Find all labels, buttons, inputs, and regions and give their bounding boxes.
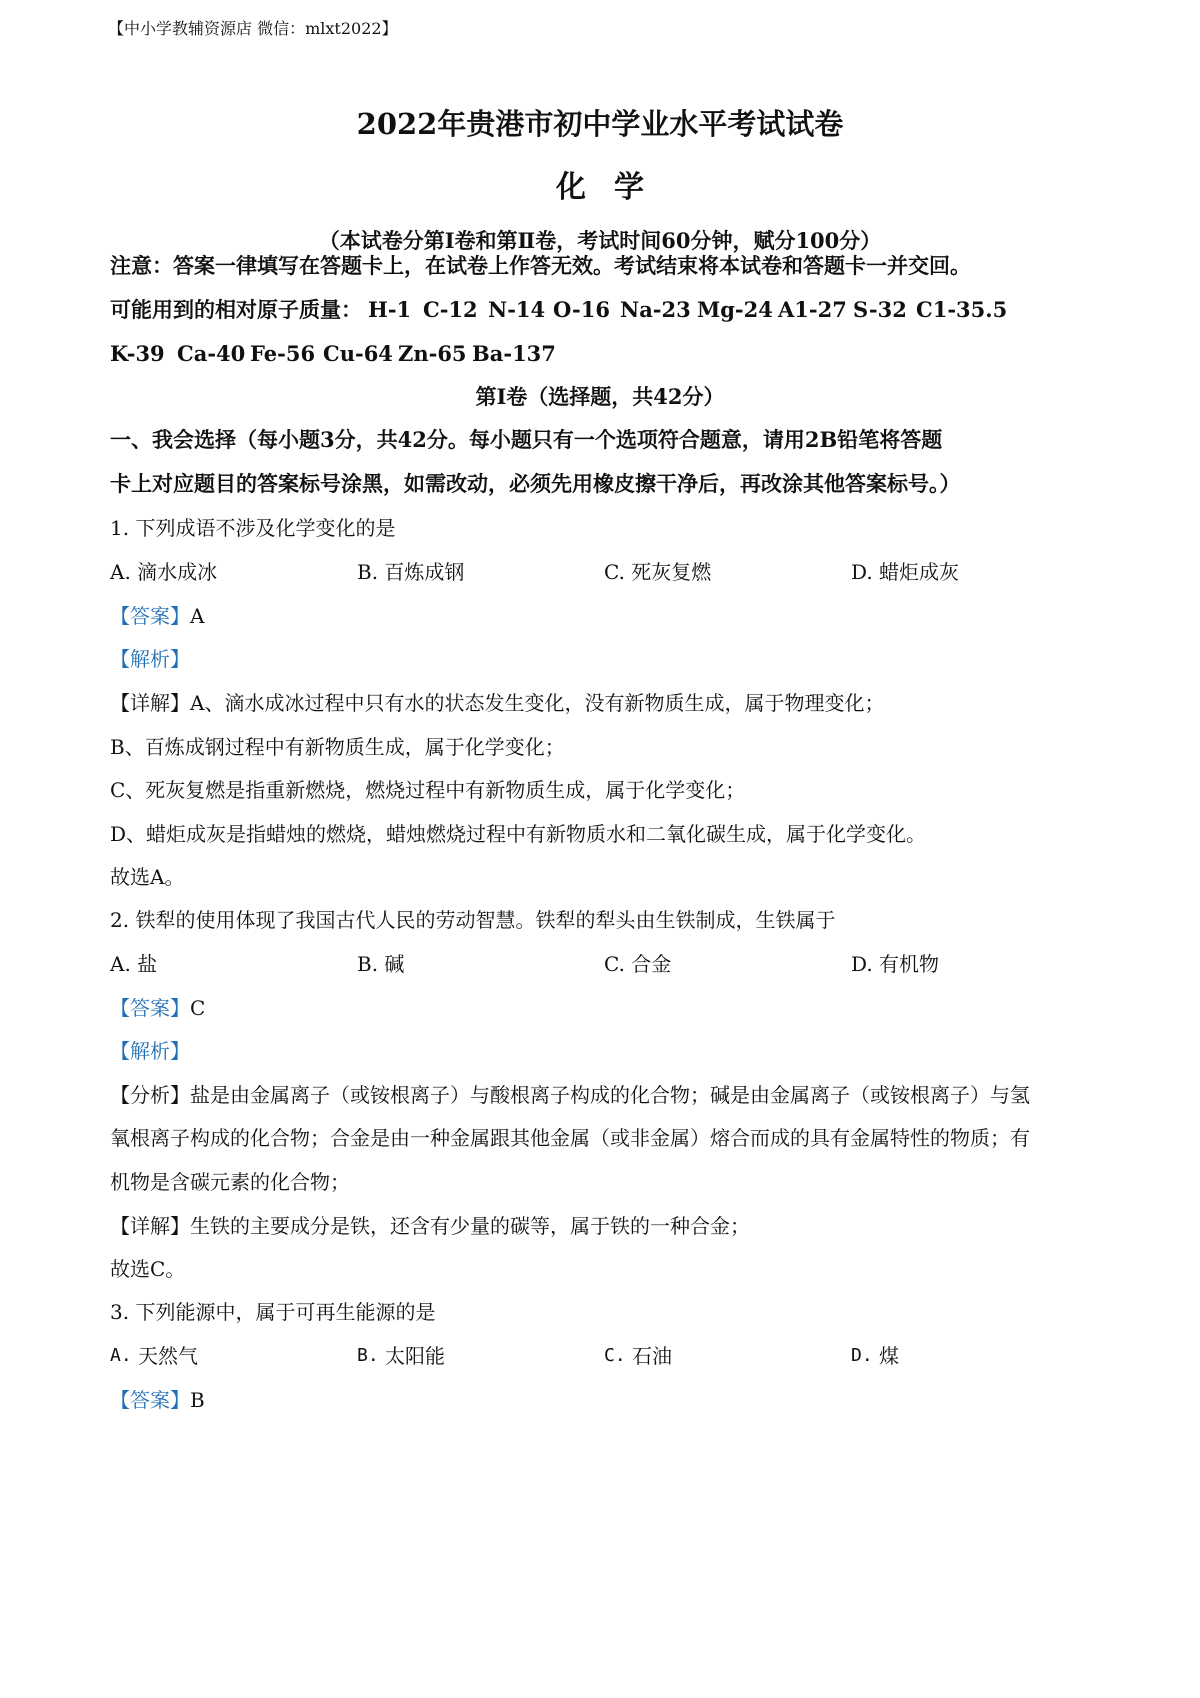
answer-tag: 【答案】 — [110, 1388, 190, 1412]
atomic-mass: Ca-40 — [177, 341, 246, 366]
atomic-mass: K-39 — [110, 341, 165, 366]
section-intro-line-2: 卡上对应题目的答案标号涂黑，如需改动，必须先用橡皮擦干净后，再改涂其他答案标号。） — [110, 471, 961, 496]
atomic-mass-line-1 — [110, 296, 1110, 324]
q1-option-c: C. 死灰复燃 — [604, 560, 712, 584]
atomic-mass: Fe-56 — [250, 341, 316, 366]
q3-option-d: 煤 — [879, 1344, 899, 1368]
q1-conclusion: 故选A。 — [110, 865, 185, 889]
q2-stem: 2. 铁犁的使用体现了我国古代人民的劳动智慧。铁犁的犁头由生铁制成，生铁属于 — [110, 908, 836, 932]
atomic-mass: C1-35.5 — [916, 297, 1008, 322]
q1-detail-2: B、百炼成钢过程中有新物质生成，属于化学变化； — [110, 735, 565, 759]
notice: 注意：答案一律填写在答题卡上，在试卷上作答无效。考试结束将本试卷和答题卡一并交回。 — [110, 253, 971, 278]
q1-detail-4: D、蜡炬成灰是指蜡烛的燃烧，蜡烛燃烧过程中有新物质水和二氧化碳生成，属于化学变化。 — [110, 822, 927, 846]
atomic-mass: S-32 — [853, 297, 907, 322]
subject-title: 化学 — [556, 170, 672, 205]
q1-answer: A — [190, 604, 205, 628]
q2-option-b: B. 碱 — [357, 952, 405, 976]
atomic-mass: H-1 — [368, 297, 412, 322]
q3-option-b: 太阳能 — [385, 1344, 445, 1368]
atomic-mass: A1-27 — [778, 297, 847, 322]
q2-answer-line — [110, 994, 205, 1022]
q3-stem: 3. 下列能源中，属于可再生能源的是 — [110, 1300, 436, 1324]
atomic-mass: O-16 — [553, 297, 611, 322]
q2-analysis-3: 机物是含碳元素的化合物； — [110, 1170, 350, 1194]
exam-note: （本试卷分第Ⅰ卷和第Ⅱ卷，考试时间60分钟，赋分100分） — [318, 228, 882, 253]
atomic-mass: Mg-24 — [697, 297, 773, 322]
q3-options — [110, 1342, 1110, 1370]
section-intro-line-1: 一、我会选择（每小题3分，共42分。每小题只有一个选项符合题意，请用2B铅笔将答题 — [110, 427, 943, 452]
page-title: 2022年贵港市初中学业水平考试试卷 — [356, 107, 844, 141]
q3-option-c: 石油 — [632, 1344, 672, 1368]
q2-analysis-tag: 【解析】 — [110, 1039, 190, 1063]
q1-option-b: B. 百炼成钢 — [357, 560, 465, 584]
q3-option-a: 天然气 — [138, 1344, 198, 1368]
atomic-mass-label: 可能用到的相对原子质量： — [110, 297, 362, 322]
q2-analysis-1: 【分析】盐是由金属离子（或铵根离子）与酸根离子构成的化合物；碱是由金属离子（或铵根离子）与氢 — [110, 1083, 1030, 1107]
q2-options — [110, 950, 1110, 978]
q1-option-a: A. 滴水成冰 — [110, 560, 218, 584]
q3-answer: B — [190, 1388, 205, 1412]
answer-tag: 【答案】 — [110, 604, 190, 628]
q1-answer-line — [110, 602, 204, 630]
part-title: 第Ⅰ卷（选择题，共42分） — [475, 384, 725, 409]
q2-option-a: A. 盐 — [110, 952, 158, 976]
q3-option-c-letter: C. — [604, 1345, 626, 1366]
atomic-mass: Zn-65 — [398, 341, 467, 366]
header-note: 【中小学教辅资源店 微信：mlxt2022】 — [108, 19, 398, 38]
q2-option-d: D. 有机物 — [851, 952, 940, 976]
q1-option-d: D. 蜡炬成灰 — [851, 560, 960, 584]
q2-conclusion: 故选C。 — [110, 1257, 186, 1281]
answer-tag: 【答案】 — [110, 996, 190, 1020]
atomic-mass: N-14 — [488, 297, 546, 322]
q3-answer-line — [110, 1386, 205, 1414]
atomic-mass: Cu-64 — [323, 341, 393, 366]
q3-option-b-letter: B. — [357, 1345, 379, 1366]
atomic-mass: Ba-137 — [472, 341, 556, 366]
q2-option-c: C. 合金 — [604, 952, 672, 976]
atomic-mass: Na-23 — [620, 297, 691, 322]
q1-detail-3: C、死灰复燃是指重新燃烧，燃烧过程中有新物质生成，属于化学变化； — [110, 778, 746, 802]
q1-options — [110, 558, 1110, 586]
q1-stem: 1. 下列成语不涉及化学变化的是 — [110, 516, 396, 540]
atomic-mass-line-2 — [110, 340, 1110, 368]
q2-detail-1: 【详解】生铁的主要成分是铁，还含有少量的碳等，属于铁的一种合金； — [110, 1214, 750, 1238]
q3-option-a-letter: A. — [110, 1345, 132, 1366]
q1-analysis-tag: 【解析】 — [110, 647, 190, 671]
q3-option-d-letter: D. — [851, 1345, 873, 1366]
atomic-mass: C-12 — [423, 297, 478, 322]
q1-detail-1: 【详解】A、滴水成冰过程中只有水的状态发生变化，没有新物质生成，属于物理变化； — [110, 691, 885, 715]
q2-analysis-2: 氧根离子构成的化合物；合金是由一种金属跟其他金属（或非金属）熔合而成的具有金属特性的物质；有 — [110, 1126, 1030, 1150]
q2-answer: C — [190, 996, 206, 1020]
